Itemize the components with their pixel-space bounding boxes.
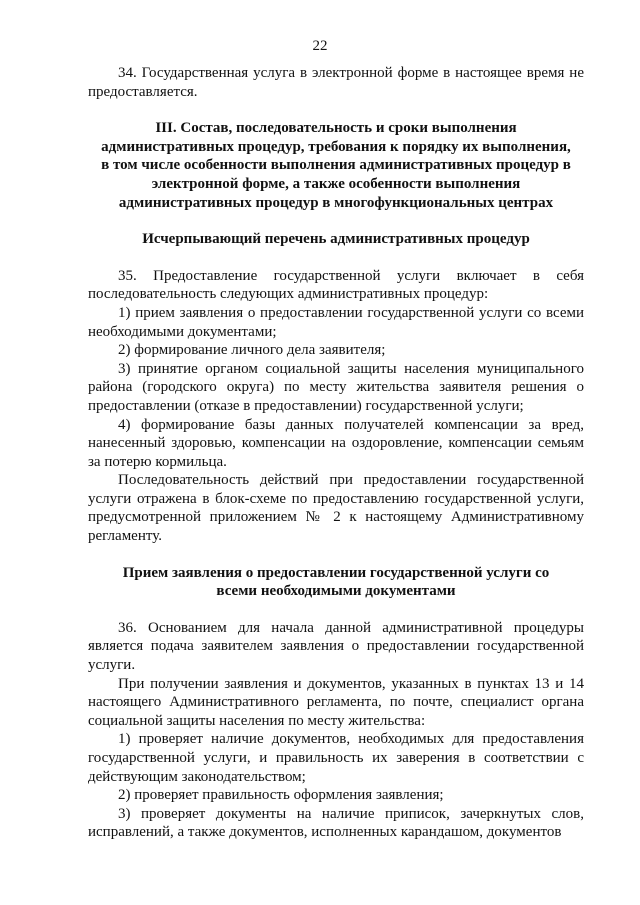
paragraph-receipt: При получении заявления и документов, указанных в пунктах 13 и 14 настоящего Административного регламента, по почте, специалист органа социальной защиты населения по месту жительства: xyxy=(88,675,584,729)
list-item: 3) проверяет документы на наличие приписок, зачеркнутых слов, исправлений, а также документов, исполненных карандашом, документов xyxy=(88,805,584,841)
section-title: III. Состав, последовательность и сроки выполнения административных процедур, требования к порядку их выполнения, в том числе особенности выполнения административных процедур в электронной форме, а также особенности выполнения административных процедур в многофункциональных центрах xyxy=(101,120,571,211)
list-item: 3) принятие органом социальной защиты населения муниципального района (городского округа) по месту жительства заявителя решения о предоставлении (отказе в предоставлении) государственной услуги; xyxy=(88,360,584,414)
page-number: 22 xyxy=(312,38,328,54)
document-body xyxy=(88,64,584,842)
list-item: 2) формирование личного дела заявителя; xyxy=(118,342,386,359)
paragraph-36: 36. Основанием для начала данной административной процедуры является подача заявителем заявления о предоставлении государственной услуги. xyxy=(88,619,584,674)
list-item: 4) формирование базы данных получателей компенсации за вред, нанесенный здоровью, компенсации на оздоровление, компенсации семьям за потерю кормильца. xyxy=(88,416,584,470)
list-item: 1) проверяет наличие документов, необходимых для предоставления государственной услуги, и правильность их заверения в соответствии с действующим законодательством; xyxy=(88,731,584,785)
subheading-procedures-list: Исчерпывающий перечень административных процедур xyxy=(142,231,530,248)
paragraph-35: 35. Предоставление государственной услуги включает в себя последовательность следующих административных процедур: xyxy=(88,267,584,303)
subheading-application-receipt: Прием заявления о предоставлении государственной услуги со всеми необходимыми документами xyxy=(122,564,550,600)
list-item: 2) проверяет правильность оформления заявления; xyxy=(118,787,444,804)
paragraph-sequence: Последовательность действий при предоставлении государственной услуги отражена в блок-схеме по предоставлению государственной услуги, предусмотренной приложением № 2 к настоящему Административному регламенту. xyxy=(88,472,584,545)
list-item: 1) прием заявления о предоставлении государственной услуги со всеми необходимыми документами; xyxy=(88,304,584,340)
paragraph-34: 34. Государственная услуга в электронной форме в настоящее время не предоставляется. xyxy=(88,65,584,100)
